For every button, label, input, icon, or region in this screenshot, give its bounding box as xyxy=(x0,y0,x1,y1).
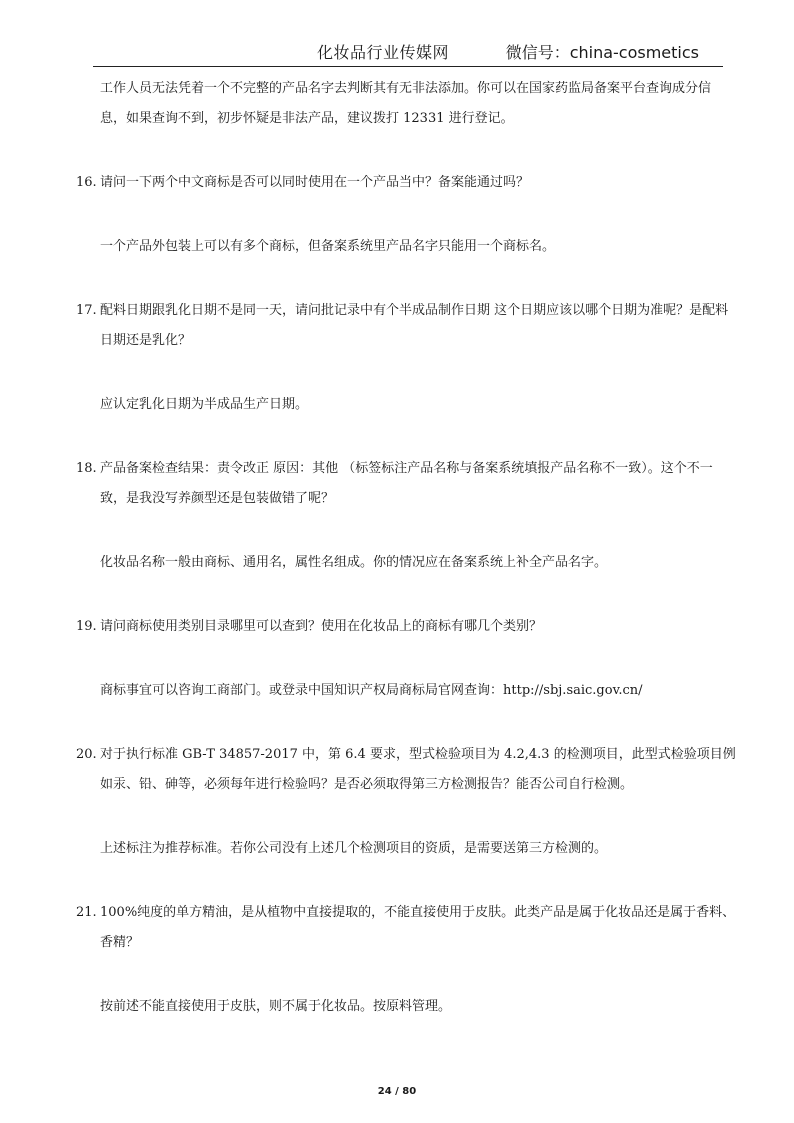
answer-text: 按前述不能直接使用于皮肤，则不属于化妆品。按原料管理。 xyxy=(100,999,452,1014)
qa-item-17 xyxy=(76,296,736,420)
question-text: 对于执行标准 GB-T 34857-2017 中，第 6.4 要求，型式检验项目为 4.2,4.3 的检测项目，此型式检验项目例如汞、铅、砷等，必须每年进行检验吗？是否必须取得第三方检测报告？能否公司自行检测。 xyxy=(100,747,736,792)
qa-item-16 xyxy=(76,168,736,262)
question xyxy=(76,740,736,800)
question-text: 100%纯度的单方精油，是从植物中直接提取的，不能直接使用于皮肤。此类产品是属于化妆品还是属于香料、香精？ xyxy=(100,905,736,950)
header-title: 化妆品行业传媒网 xyxy=(317,43,450,62)
question-text: 请问一下两个中文商标是否可以同时使用在一个产品当中？备案能通过吗？ xyxy=(100,175,530,190)
intro-paragraph: 工作人员无法凭着一个不完整的产品名字去判断其有无非法添加。你可以在国家药监局备案平台查询成分信息，如果查询不到，初步怀疑是非法产品，建议拨打 12331 进行登记。 xyxy=(100,81,712,126)
question-text: 配料日期跟乳化日期不是同一天，请问批记录中有个半成品制作日期 这个日期应该以哪个日期为准呢？是配料日期还是乳化？ xyxy=(100,303,729,348)
question xyxy=(76,296,736,356)
answer-text: 一个产品外包装上可以有多个商标，但备案系统里产品名字只能用一个商标名。 xyxy=(100,239,556,254)
header-wechat-id: 微信号：china-cosmetics xyxy=(505,43,699,62)
page-number: 24 / 80 xyxy=(377,1086,417,1097)
question xyxy=(76,612,736,642)
question-text: 请问商标使用类别目录哪里可以查到？使用在化妆品上的商标有哪几个类别？ xyxy=(100,619,543,634)
answer-text: 上述标注为推荐标准。若你公司没有上述几个检测项目的资质，是需要送第三方检测的。 xyxy=(100,841,608,856)
question-number: 20. xyxy=(76,747,97,762)
document-body xyxy=(76,74,736,1022)
answer-text: 化妆品名称一般由商标、通用名，属性名组成。你的情况应在备案系统上补全产品名字。 xyxy=(100,555,608,570)
question-number: 17. xyxy=(76,303,97,318)
answer-text: 商标事宜可以咨询工商部门。或登录中国知识产权局商标局官网查询：http://sbj.saic.gov.cn/ xyxy=(100,683,643,698)
qa-item-19 xyxy=(76,612,736,706)
question xyxy=(76,898,736,958)
question-number: 21. xyxy=(76,905,97,920)
question xyxy=(76,168,736,198)
question-number: 18. xyxy=(76,461,97,476)
question-number: 19. xyxy=(76,619,97,634)
answer-text: 应认定乳化日期为半成品生产日期。 xyxy=(100,397,309,412)
qa-item-18 xyxy=(76,454,736,578)
page-header xyxy=(93,36,723,67)
qa-item-21 xyxy=(76,898,736,1022)
question-text: 产品备案检查结果：责令改正 原因：其他 （标签标注产品名称与备案系统填报产品名称不一致）。这个不一致，是我没写养颜型还是包装做错了呢？ xyxy=(100,461,713,506)
qa-item-20 xyxy=(76,740,736,864)
question-number: 16. xyxy=(76,175,97,190)
question xyxy=(76,454,736,514)
